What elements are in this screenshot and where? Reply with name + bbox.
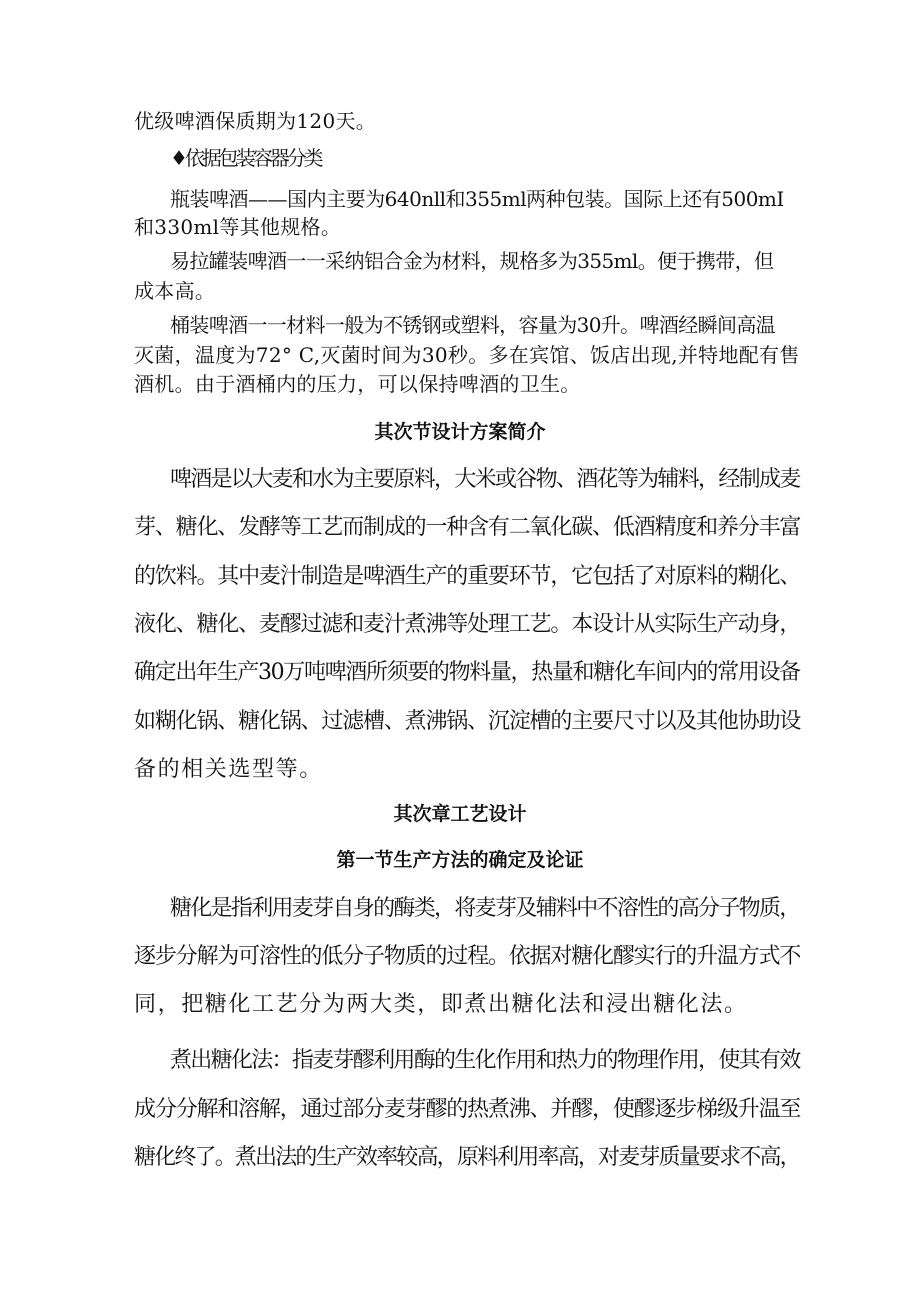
section-production-method-heading: 第一节生产方法的确定及论证 [336,849,584,871]
design-paragraph-line: 如糊化锅、糖化锅、过滤槽、煮沸锅、沉淀槽的主要尺寸以及其他协助设 [134,709,801,734]
canned-beer-line-2: 成本高。 [134,279,216,303]
barrel-beer-line-2: 灭菌，温度为72° C,灭菌时间为30秒。多在宾馆、饭店出现,并特地配有售 [134,343,800,367]
saccharification-paragraph-line: 逐步分解为可溶性的低分子物质的过程。依据对糖化醪实行的升温方式不 [134,944,801,969]
packaging-bullet-heading: ♦依据包装容器分类 [170,146,321,170]
saccharification-paragraph-line: 糖化是指利用麦芽自身的酶类，将麦芽及辅料中不溶性的高分子物质， [170,896,800,921]
barrel-beer-line-3: 酒机。由于酒桶内的压力，可以保持啤酒的卫生。 [134,372,581,396]
design-paragraph-line: 啤酒是以大麦和水为主要原料，大米或谷物、酒花等为辅料，经制成麦 [170,467,800,492]
design-paragraph-line: 液化、糖化、麦醪过滤和麦汁煮沸等处理工艺。本设计从实际生产动身， [134,612,801,637]
chapter-heading: 其次章工艺设计 [393,803,527,825]
decoction-paragraph-line: 糖化终了。煮出法的生产效率较高，原料利用率高，对麦芽质量要求不高， [134,1145,800,1170]
section-design-heading: 其次节设计方案简介 [374,421,546,443]
design-paragraph-line: 的饮料。其中麦汁制造是啤酒生产的重要环节，它包括了对原料的糊化、 [134,564,801,589]
design-paragraph-line: 备的相关选型等。 [134,757,323,782]
decoction-paragraph-line: 煮出糖化法：指麦芽醪利用酶的生化作用和热力的物理作用，使其有效 [170,1048,800,1073]
barrel-beer-line-1: 桶装啤酒一一材料一般为不锈钢或塑料，容量为30升。啤酒经瞬间高温 [170,313,776,337]
decoction-paragraph-line: 成分分解和溶解，通过部分麦芽醪的热煮沸、并醪，使醪逐步梯级升温至 [134,1097,801,1122]
canned-beer-line-1: 易拉罐装啤酒一一采纳铝合金为材料，规格多为355ml。便于携带，但 [170,249,774,273]
shelf-life-line: 优级啤酒保质期为120天。 [134,109,377,133]
bottled-beer-line-1: 瓶装啤酒——国内主要为640nll和355ml两种包装。国际上还有500mI [170,187,784,211]
saccharification-paragraph-line: 同，把糖化工艺分为两大类，即煮出糖化法和浸出糖化法。 [134,992,748,1017]
design-paragraph-line: 芽、糖化、发酵等工艺而制成的一种含有二氧化碳、低酒精度和养分丰富 [134,515,801,540]
bottled-beer-line-2: 和330ml等其他规格。 [134,215,342,239]
design-paragraph-line: 确定出年生产30万吨啤酒所须要的物料量，热量和糖化车间内的常用设备 [134,660,800,685]
